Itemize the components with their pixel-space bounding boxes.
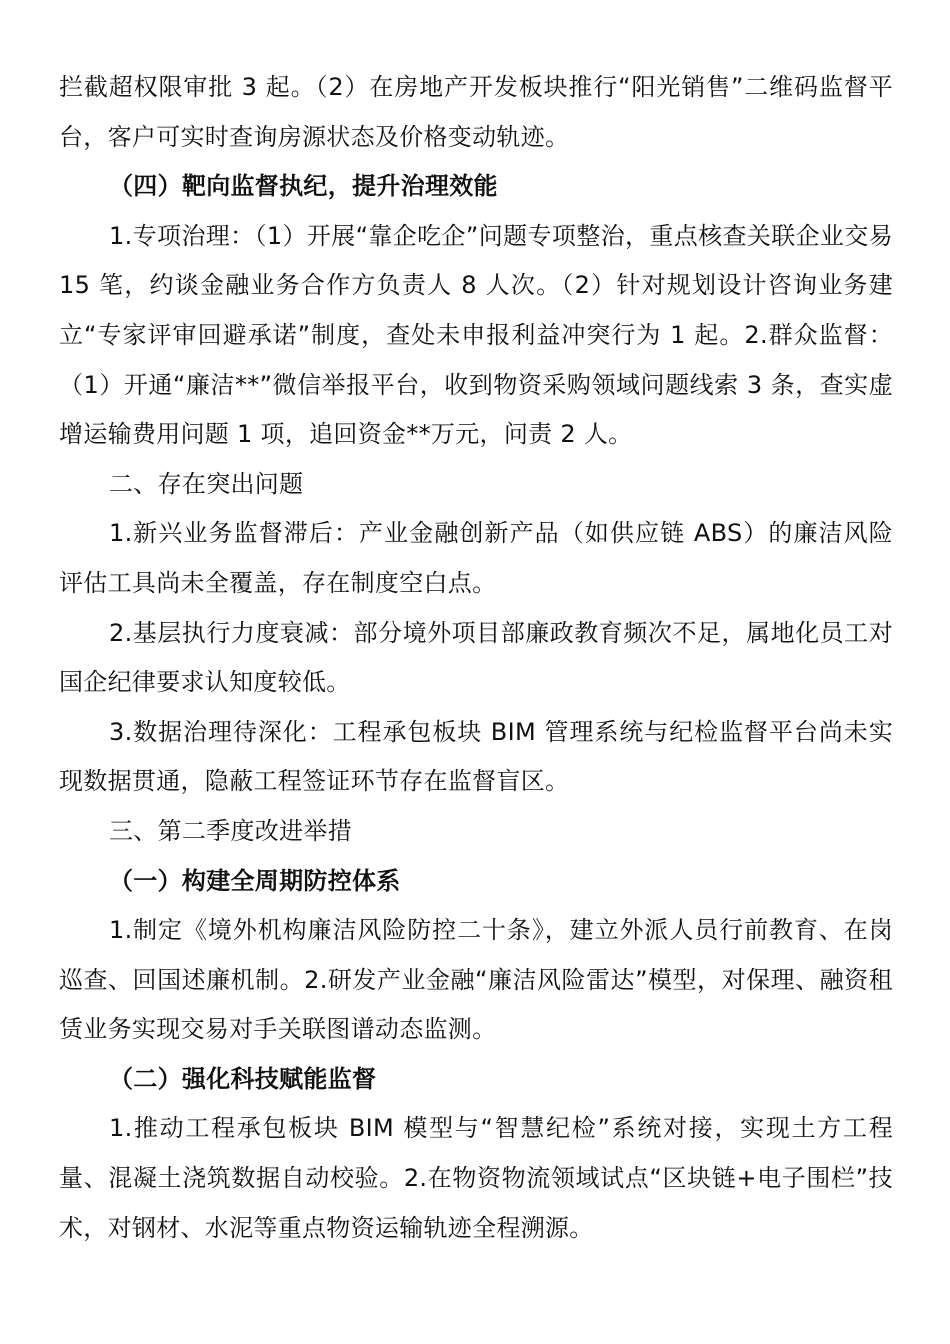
paragraph-special-governance: 1.专项治理：（1）开展“靠企吃企”问题专项整治，重点核查关联企业交易 15 笔，约谈金融业务合作方负责人 8 人次。（2）针对规划设计咨询业务建立“专家评审回避承诺”制度，查处未申报利益冲突行为 1 起。2.群众监督：（1）开通“廉洁**”微信举报平台，收到物资采购领域问题线索 3 条，查实虚增运输费用问题 1 项，追回资金**万元，问责 2 人。 [59,221,893,449]
section-heading-4: （四）靶向监督执纪，提升治理效能 [109,172,498,201]
section-heading-1: （一）构建全周期防控体系 [109,866,401,895]
paragraph-problem-3: 3.数据治理待深化：工程承包板块 BIM 管理系统与纪检监督平台尚未实现数据贯通，隐蔽工程签证环节存在监督盲区。 [59,717,893,796]
chapter-heading-3: 三、第二季度改进举措 [109,816,352,845]
document-body [59,63,893,1253]
section-heading-2: （二）强化科技赋能监督 [109,1064,377,1093]
paragraph-problem-1: 1.新兴业务监督滞后：产业金融创新产品（如供应链 ABS）的廉洁风险评估工具尚未全覆盖，存在制度空白点。 [59,519,893,597]
paragraph-problem-2: 2.基层执行力度衰减：部分境外项目部廉政教育频次不足，属地化员工对国企纪律要求认知度较低。 [59,618,893,697]
chapter-heading-2: 二、存在突出问题 [109,469,304,498]
paragraph-measures-1: 1.制定《境外机构廉洁风险防控二十条》，建立外派人员行前教育、在岗巡查、回国述廉机制。2.研发产业金融“廉洁风险雷达”模型，对保理、融资租赁业务实现交易对手关联图谱动态监测。 [59,916,893,1044]
paragraph-measures-2: 1.推动工程承包板块 BIM 模型与“智慧纪检”系统对接，实现土方工程量、混凝土浇筑数据自动校验。2.在物资物流领域试点“区块链+电子围栏”技术，对钢材、水泥等重点物资运输轨迹全程溯源。 [59,1114,893,1242]
paragraph-continuation: 拦截超权限审批 3 起。（2）在房地产开发板块推行“阳光销售”二维码监督平台，客户可实时查询房源状态及价格变动轨迹。 [59,73,893,151]
